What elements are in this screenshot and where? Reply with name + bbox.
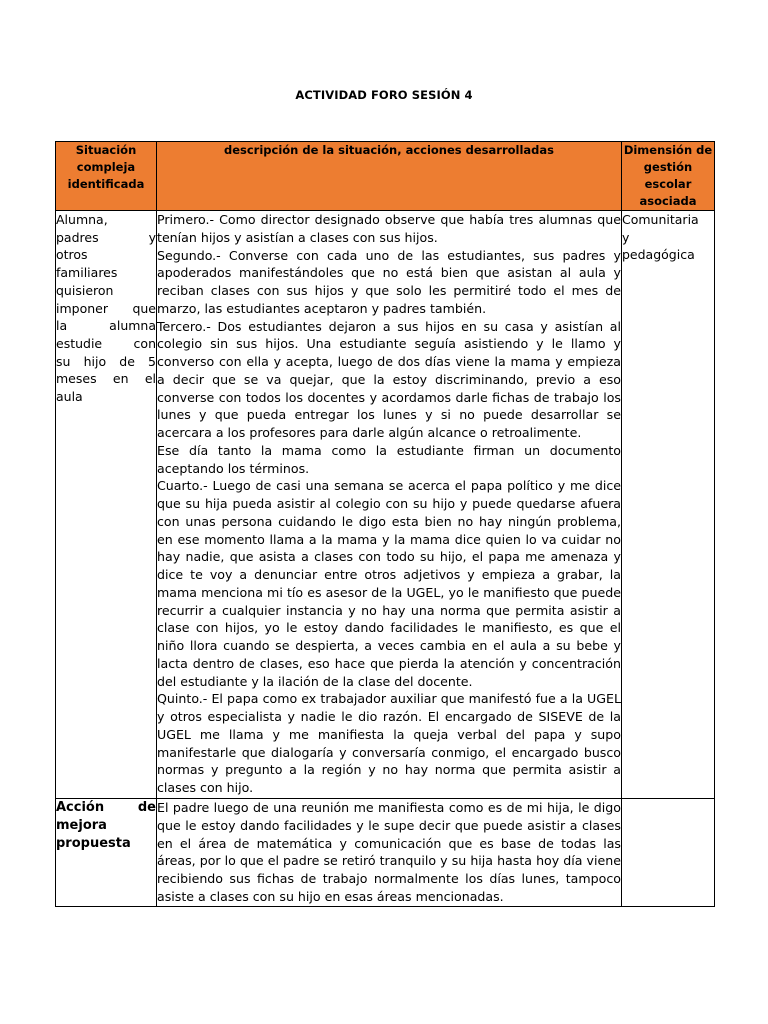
table-header-row [56, 142, 715, 211]
situation-line: familiares [56, 265, 118, 281]
table-row [56, 211, 715, 799]
header-description: descripción de la situación, acciones desarrolladas [157, 142, 622, 211]
header-situation: Situación compleja identificada [56, 142, 157, 211]
situation-line: otros [56, 247, 88, 263]
dimension-line: y [622, 229, 630, 245]
action-text: El padre luego de una reunión me manifiesta como es de mi hija, le digo que le estoy dando facilidades y le supe decir que puede asistir a clases en el área de matemática y comunicación que es base de todas las áreas, por lo que el padre se retiró tranquilo y su hija hasta hoy día viene recibiendo sus fichas de trabajo normalmente los días lunes, tampoco asiste a clases con su hijo en esas áreas mencionadas. [157, 800, 621, 904]
action-dimension-cell [622, 799, 715, 907]
situation-line: quisieron [56, 282, 114, 298]
action-description-cell [157, 799, 622, 907]
paragraph-cuarto: Cuarto.- Luego de casi una semana se acerca el papa político y me dice que su hija pueda asistir al colegio con su hijo y puede quedarse afuera con unas persona cuidando le digo esta bien no hay ningún problema, en ese momento llama a la mama y la mama dice quien lo va cuidar no hay nadie, que asista a clases con todo su hijo, el papa me amenaza y dice te voy a denunciar entre otros adjetivos y empieza a grabar, la mama menciona mi tío es asesor de la UGEL, yo le manifiesto que puede recurrir a cualquier instancia y no hay una norma que permita asistir a clase con hijos, yo le estoy dando facilidades le manifiesto, es que el niño llora cuando se despierta, a veces cambia en el aula a su bebe y lacta dentro de clases, eso hace que pierda la atención y concentración del estudiante y la ilación de la clase del docente. [157, 478, 621, 689]
table-row [56, 799, 715, 907]
header-dimension: Dimensión de gestión escolar asociada [622, 142, 715, 211]
dimension-line: pedagógica [622, 247, 695, 263]
action-label-line: Acción de [56, 800, 156, 815]
paragraph-segundo: Segundo.- Converse con cada uno de las estudiantes, sus padres y apoderados manifestándoles que no está bien que asistan al aula y reciban clases con sus hijos y que solo les permitiré todo el mes de marzo, las estudiantes aceptaron y padres también. [157, 247, 621, 316]
action-label-line: mejora [56, 818, 107, 833]
situation-line: padres y [56, 229, 156, 245]
paragraph-quinto: Quinto.- El papa como ex trabajador auxiliar que manifestó fue a la UGEL y otros especialista y nadie le dio razón. El encargado de SISEVE de la UGEL me llama y me manifiesta la queja verbal del papa y supo manifestarle que dialogaría y conversaría conmigo, el encargado busco normas y pregunto a la región y no hay norma que permita asistir a clases con hijo. [157, 691, 621, 795]
situation-line: imponer que [56, 300, 156, 316]
situation-line: aula [56, 389, 83, 405]
paragraph-ese-dia: Ese día tanto la mama como la estudiante firman un documento aceptando los términos. [157, 442, 621, 476]
page-title: ACTIVIDAD FORO SESIÓN 4 [295, 88, 473, 102]
situation-line: meses en el [56, 371, 156, 387]
description-cell [157, 211, 622, 799]
situation-line: la alumna [56, 318, 156, 334]
paragraph-primero: Primero.- Como director designado observe que había tres alumnas que tenían hijos y asistían a clases con sus hijos. [157, 212, 621, 245]
situation-line: su hijo de 5 [56, 353, 156, 369]
situation-line: Alumna, [56, 212, 108, 227]
action-label-cell [56, 799, 157, 907]
action-label-line: propuesta [56, 836, 131, 851]
paragraph-tercero: Tercero.- Dos estudiantes dejaron a sus hijos en su casa y asistían al colegio sin sus hijos. Una estudiante seguía asistiendo y le llamo y converso con ella y acepta, luego de dos días viene la mama y empieza a decir que se va quejar, que la estoy discriminando, previo a eso converse con todos los docentes y acordamos darle fichas de trabajo los lunes y que pueda entregar los lunes y si no puede desarrollar se acercara a los profesores para darle algún alcance o retroalimente. [157, 318, 621, 440]
activity-table [55, 141, 715, 907]
situation-line: estudie con [56, 335, 156, 351]
dimension-cell [622, 211, 715, 799]
situation-cell [56, 211, 157, 799]
dimension-line: Comunitaria [622, 212, 699, 227]
